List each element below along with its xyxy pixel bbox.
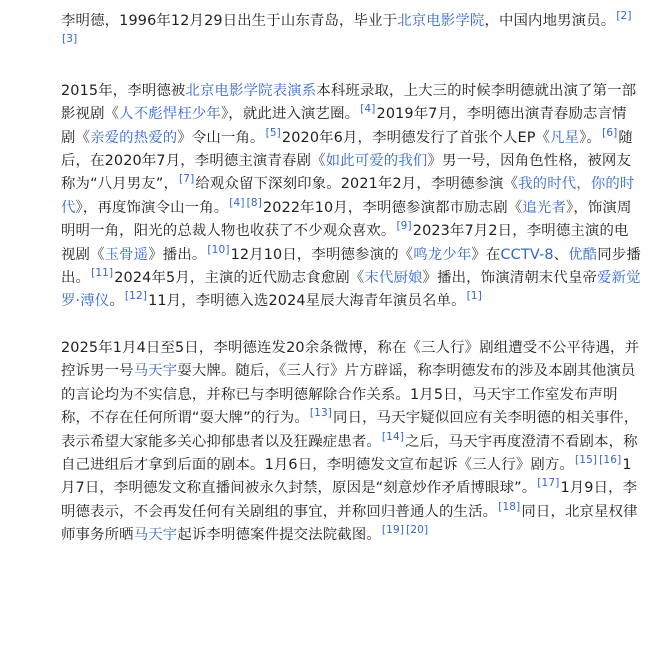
wiki-link[interactable]: 末代厨娘	[364, 270, 423, 287]
citation-sup	[602, 127, 617, 139]
text-run: 2015年，李明德被	[61, 82, 186, 99]
text-run: 。	[109, 293, 124, 310]
citation-link[interactable]: [17]	[537, 477, 560, 490]
citation-sup	[266, 127, 281, 139]
citation-sup	[396, 220, 411, 232]
text-run: 2019年7月，李明德出演青春励志言情剧《	[61, 106, 627, 146]
text-run: 》播出，饰演清朝末代皇帝	[422, 270, 598, 287]
citation-sup	[62, 33, 77, 45]
citation-sup	[207, 244, 229, 256]
citation-link[interactable]: [13]	[309, 407, 333, 420]
citation-link[interactable]: [12]	[124, 290, 148, 303]
citation-link[interactable]: [4]	[360, 103, 376, 116]
wiki-link[interactable]: 北京电影学院表演系	[185, 82, 317, 99]
text-run: 》男一号，因角色性格，被网友称为“八月男友”，	[61, 153, 632, 193]
citation-sup	[498, 501, 520, 513]
citation-link[interactable]: [15]	[575, 453, 598, 466]
text-run: 11月，李明德入选2024星辰大海青年演员名单。	[148, 293, 466, 310]
citation-link[interactable]: [10]	[207, 243, 230, 256]
wiki-link[interactable]: 鸣龙少年	[413, 246, 472, 263]
text-run: 》，就此进入演艺圈。	[220, 106, 360, 123]
text-run: 1月7日，李明德发文称直播间被永久封禁，原因是“刻意炒作矛盾博眼球”。	[61, 456, 632, 497]
citation-link[interactable]: [9]	[396, 220, 412, 233]
text-run: 本科班录取，上大三的时候李明德就出演了第一部影视剧《	[61, 82, 637, 123]
citation-link[interactable]: [5]	[265, 126, 281, 139]
paragraph-career	[61, 80, 641, 314]
text-run: 》。	[579, 129, 602, 146]
wiki-link[interactable]: 凡星	[550, 129, 580, 146]
text-run: 》在	[471, 246, 501, 263]
citation-link[interactable]: [1]	[466, 290, 482, 303]
text-run: 同日，北京星权律师事务所晒	[61, 503, 638, 544]
text-run: 起诉李明德案件提交法院截图。	[177, 527, 381, 544]
text-run: ，中国内地男演员。	[484, 13, 616, 29]
citation-link[interactable]: [3]	[62, 33, 78, 46]
text-run: 之后，马天宇再度澄清不看剧本，称自己进组后才拿到后面的剧本。1月6日，李明德发文宣布起诉《三人行》剧方。	[61, 433, 638, 473]
wiki-link[interactable]: 马天宇	[133, 363, 178, 380]
citation-sup	[360, 103, 375, 115]
citation-link[interactable]: [4]	[229, 196, 245, 209]
wiki-link[interactable]: 玉骨遥	[104, 246, 149, 263]
citation-sup	[382, 524, 404, 536]
paragraph-intro	[61, 0, 641, 57]
citation-sup	[125, 290, 147, 302]
wiki-link[interactable]: 如此可爱的我们	[325, 153, 428, 170]
citation-sup	[467, 290, 482, 302]
wiki-link[interactable]: 我的时代，你的时代	[61, 176, 635, 216]
text-run: 2020年6月，李明德发行了首张个人EP《	[281, 129, 551, 146]
article-body	[61, 0, 641, 548]
wiki-link[interactable]: 北京电影学院	[397, 13, 485, 29]
text-run: 2022年10月，李明德参演都市励志剧《	[262, 199, 523, 216]
text-run: 2025年1月4日至5日，李明德连发20余条微博，称在《三人行》剧组遭受不公平待遇，并控诉男一号	[61, 339, 640, 380]
citation-sup	[575, 454, 597, 466]
citation-sup	[616, 10, 631, 22]
text-run: 耍大牌。随后，《三人行》片方辟谣，称李明德发布的涉及本剧其他演员的言论均为不实信息，并称已与李明德解除合作关系。1月5日，马天宇工作室发布声明称，不存在任何所谓“耍大牌”的行为。	[61, 363, 636, 427]
citation-sup	[91, 267, 113, 279]
text-run: 12月10日，李明德参演的《	[230, 246, 414, 263]
text-run: 给观众留下深刻印象。2021年2月，李明德参演《	[195, 176, 519, 193]
text-run: 1月9日，李明德表示，不会再发任何有关剧组的事宜，并称回归普通人的生活。	[61, 480, 638, 520]
text-run: 》播出。	[148, 246, 207, 263]
text-run: 2024年5月，主演的近代励志食愈剧《	[114, 270, 365, 287]
text-run: 同步播出。	[61, 246, 641, 287]
citation-sup	[247, 197, 262, 209]
paragraph-gap	[61, 314, 641, 337]
text-run: 》，再度饰演令山一角。	[75, 199, 229, 216]
citation-link[interactable]: [18]	[498, 500, 521, 513]
text-run: 》，饰演周明明一角，阳光的总裁人物也收获了不少观众喜欢。	[61, 199, 632, 240]
citation-sup	[310, 407, 332, 419]
citation-link[interactable]: [6]	[602, 126, 618, 139]
citation-sup	[406, 524, 428, 536]
citation-sup	[179, 173, 194, 185]
text-run: 随后，在2020年7月，李明德主演青春剧《	[61, 129, 633, 170]
citation-link[interactable]: [20]	[406, 524, 429, 537]
citation-sup	[537, 477, 559, 489]
text-run: 》令山一角。	[177, 129, 265, 146]
text-run: 、	[553, 246, 569, 263]
citation-link[interactable]: [2]	[616, 10, 632, 22]
text-run: 同日，马天宇疑似回应有关李明德的相关事件，表示希望大家能多关心抑郁患者以及狂躁症患者。	[61, 410, 639, 450]
text-run: 李明德，1996年12月29日出生于山东青岛，毕业于	[61, 13, 398, 29]
citation-link[interactable]: [19]	[381, 524, 405, 537]
citation-sup	[229, 197, 244, 209]
citation-sup	[599, 454, 621, 466]
paragraph-gap	[61, 57, 641, 80]
citation-link[interactable]: [8]	[246, 196, 262, 209]
citation-link[interactable]: [7]	[179, 173, 195, 186]
wiki-link[interactable]: 爱新觉罗·溥仪	[61, 270, 641, 310]
text-run: 2023年7月2日，李明德主演的电视剧《	[61, 223, 629, 263]
citation-link[interactable]: [11]	[91, 267, 114, 280]
paragraph-controversy	[61, 337, 641, 548]
wiki-link[interactable]: 亲爱的热爱的	[90, 129, 178, 146]
wiki-link[interactable]: 追光者	[522, 199, 566, 216]
wiki-link[interactable]: 人不彪悍枉少年	[119, 106, 221, 123]
wiki-link[interactable]: CCTV-8	[500, 246, 554, 263]
wiki-link[interactable]: 优酷	[568, 246, 598, 263]
citation-sup	[382, 431, 404, 443]
wiki-link[interactable]: 马天宇	[133, 527, 178, 544]
citation-link[interactable]: [14]	[381, 430, 405, 443]
citation-link[interactable]: [16]	[599, 453, 622, 466]
